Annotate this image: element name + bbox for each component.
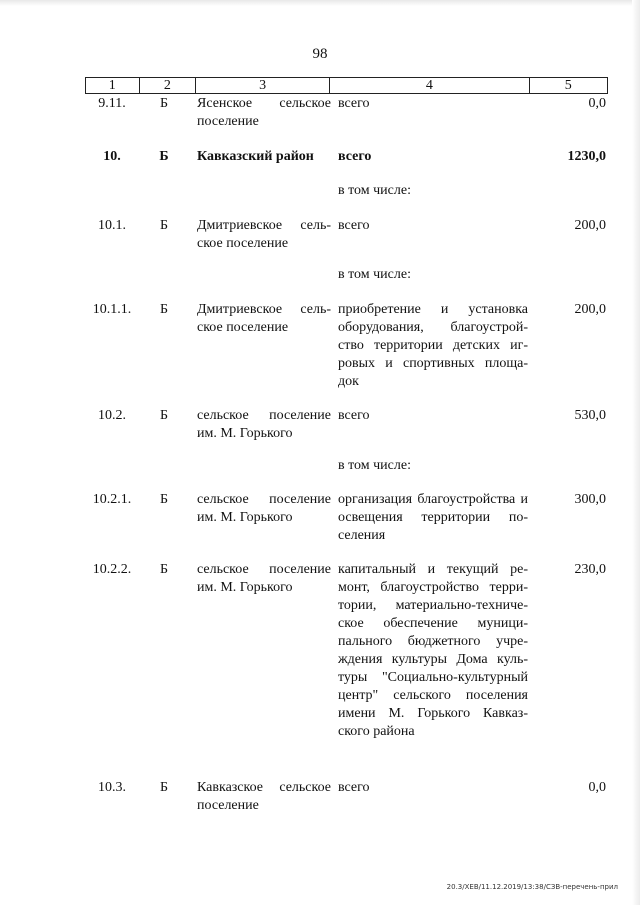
row-purpose: организация благоустройства и освещения территории по-селения — [338, 492, 528, 543]
scan-right-edge — [632, 0, 640, 905]
row-number: 10.2. — [98, 408, 126, 423]
row-amount: 200,0 — [574, 302, 606, 317]
row-category: Б — [159, 218, 169, 233]
row-settlement: Ясенское сельское поселение — [197, 96, 331, 129]
row-amount: 0,0 — [588, 96, 606, 111]
row-settlement: сельское поселение им. М. Горького — [197, 492, 331, 525]
header-col-4: 4 — [330, 78, 529, 93]
row-settlement: Кавказский район — [197, 149, 314, 164]
row-category: Б — [159, 302, 169, 317]
header-col-2: 2 — [140, 78, 197, 93]
header-col-1: 1 — [86, 78, 140, 93]
header-col-3: 3 — [196, 78, 330, 93]
row-number: 10. — [103, 149, 121, 164]
page-number: 98 — [312, 46, 328, 62]
row-amount: 200,0 — [574, 218, 606, 233]
row-settlement: сельское поселение им. М. Горького — [197, 562, 331, 595]
row-settlement: Дмитриевское сель-ское поселение — [197, 218, 331, 251]
row-purpose: приобретение и установка оборудования, благоустрой-ство территории детских иг-ровых и спортивных площа-док — [338, 302, 528, 389]
row-category: Б — [159, 149, 169, 164]
row-settlement: сельское поселение им. М. Горького — [197, 408, 331, 441]
row-number: 10.2.1. — [92, 492, 132, 507]
row-amount: 230,0 — [574, 562, 606, 577]
row-number: 10.2.2. — [92, 562, 132, 577]
including-note: в том числе: — [338, 458, 411, 473]
row-amount: 1230,0 — [567, 149, 606, 164]
row-amount: 530,0 — [574, 408, 606, 423]
row-number: 10.1. — [98, 218, 126, 233]
table-header-row — [85, 77, 608, 94]
row-settlement: Дмитриевское сель-ское поселение — [197, 302, 331, 335]
row-purpose: всего — [338, 780, 370, 795]
scan-edge — [0, 0, 640, 6]
row-amount: 300,0 — [574, 492, 606, 507]
row-settlement: Кавказское сельское поселение — [197, 780, 331, 813]
row-purpose: всего — [338, 218, 370, 233]
row-category: Б — [159, 780, 169, 795]
row-number: 9.11. — [98, 96, 126, 111]
row-purpose: капитальный и текущий ре-монт, благоустройство терри-тории, материально-техниче-ское обеспечение муници-пального бюджетного учре-ждения культуры Дома куль-туры "Социально-культурный центр" сельского поселения имени М. Горького Кавказ-ского района — [338, 562, 528, 739]
including-note: в том числе: — [338, 267, 411, 282]
row-purpose: всего — [338, 408, 370, 423]
row-purpose: всего — [338, 96, 370, 111]
row-number: 10.1.1. — [92, 302, 132, 317]
row-number: 10.3. — [98, 780, 126, 795]
row-category: Б — [159, 96, 169, 111]
footer-file-stamp: 20.3/ХЕВ/11.12.2019/13:38/СЗВ-перечень-прил — [446, 883, 618, 891]
row-amount: 0,0 — [588, 780, 606, 795]
row-category: Б — [159, 562, 169, 577]
including-note: в том числе: — [338, 183, 411, 198]
row-category: Б — [159, 408, 169, 423]
row-category: Б — [159, 492, 169, 507]
header-col-5: 5 — [564, 78, 572, 93]
row-purpose: всего — [338, 149, 372, 164]
